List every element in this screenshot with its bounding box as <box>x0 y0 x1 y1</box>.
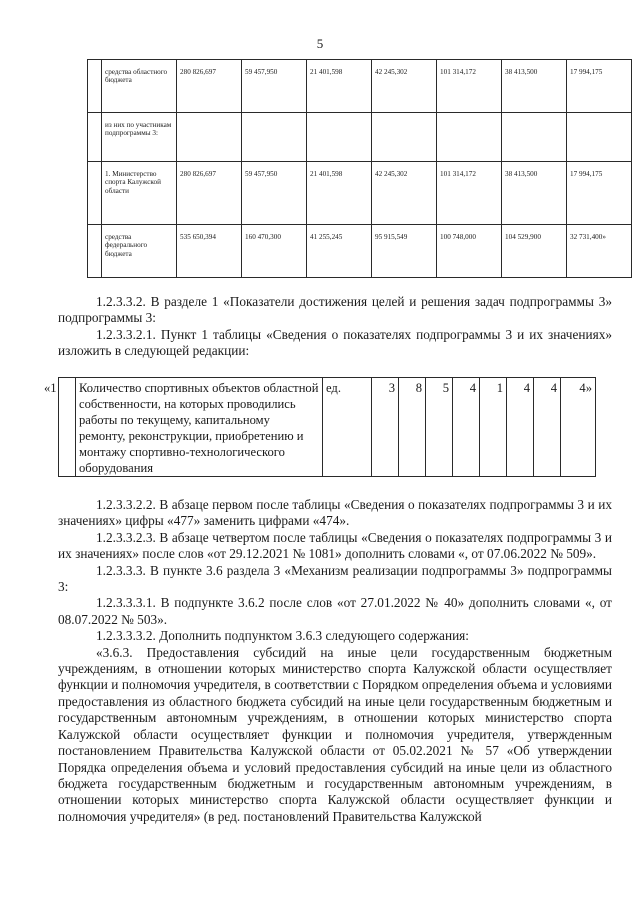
amendment-intro <box>58 294 612 360</box>
value-cell: 17 994,175 <box>567 162 632 225</box>
stub-cell <box>88 225 102 278</box>
paragraph: «3.6.3. Предоставления субсидий на иные цели государственным бюджетным учреждениям, в отношении которых министерство спорта Калужской области осуществляет функции и полномочия учредителя, в соответствии с Порядком определения объема и условиями предоставления из областного бюджета субсидий на иные цели государственным бюджетным и государственным автономным учреждениям, в отношении которых министерство спорта Калужской области осуществляет функции и полномочия учредителя, утвержденным постановлением Правительства Калужской области от 05.02.2021 № 57 «Об утверждении Порядка определения объема и условий предоставления субсидий на иные цели из областного бюджета государственным бюджетным и государственным автономным учреждениям, в отношении которых министерство спорта Калужской области осуществляет функции и полномочия учредителя» (в ред. постановлений Правительства Калужской <box>58 644 612 824</box>
value-cell: 4 <box>453 378 480 477</box>
value-cell: 95 915,549 <box>372 225 437 278</box>
row-label: средства федерального бюджета <box>102 225 177 278</box>
indicator-table <box>58 377 596 477</box>
value-cell: 160 470,300 <box>242 225 307 278</box>
paragraph: 1.2.3.3.2.1. Пункт 1 таблицы «Сведения о показателях подпрограммы 3 и их значениях» изложить в следующей редакции: <box>58 326 612 359</box>
unit-cell: ед. <box>323 378 372 477</box>
value-cell: 280 826,697 <box>177 162 242 225</box>
value-cell <box>437 113 502 162</box>
value-cell: 3 <box>372 378 399 477</box>
table-row <box>88 162 632 225</box>
value-cell: 5 <box>426 378 453 477</box>
value-cell: 4 <box>507 378 534 477</box>
value-cell: 38 413,500 <box>502 60 567 113</box>
value-cell <box>242 113 307 162</box>
value-cell <box>177 113 242 162</box>
value-cell: 42 245,302 <box>372 60 437 113</box>
value-cell: 38 413,500 <box>502 162 567 225</box>
paragraph: 1.2.3.3.2.3. В абзаце четвертом после таблицы «Сведения о показателях подпрограммы 3 и их значениях» после слов «от 29.12.2021 № 1081» дополнить словами «, от 07.06.2022 № 509». <box>58 529 612 562</box>
value-cell <box>372 113 437 162</box>
budget-table <box>87 59 632 278</box>
value-cell: 21 401,598 <box>307 60 372 113</box>
value-cell: 59 457,950 <box>242 60 307 113</box>
value-cell: 42 245,302 <box>372 162 437 225</box>
table-row <box>59 378 596 477</box>
value-cell: 32 731,400» <box>567 225 632 278</box>
row-label: средства областного бюджета <box>102 60 177 113</box>
paragraph: 1.2.3.3.3.1. В подпункте 3.6.2 после слов «от 27.01.2022 № 40» дополнить словами «, от 08.07.2022 № 503». <box>58 595 612 627</box>
paragraph: 1.2.3.3.2. В разделе 1 «Показатели достижения целей и решения задач подпрограммы 3» подпрограммы 3: <box>58 294 612 326</box>
value-cell: 21 401,598 <box>307 162 372 225</box>
value-cell: 101 314,172 <box>437 162 502 225</box>
value-cell: 280 826,697 <box>177 60 242 113</box>
value-cell: 535 650,394 <box>177 225 242 278</box>
table-row <box>88 113 632 162</box>
value-cell <box>567 113 632 162</box>
table-row <box>88 225 632 278</box>
value-cell: 59 457,950 <box>242 162 307 225</box>
value-cell: 100 748,000 <box>437 225 502 278</box>
stub-cell <box>88 60 102 113</box>
stub-cell <box>88 162 102 225</box>
table-row <box>88 60 632 113</box>
value-cell: 4 <box>534 378 561 477</box>
paragraph: 1.2.3.3.2.2. В абзаце первом после таблицы «Сведения о показателях подпрограммы 3 и их значениях» цифры «477» заменить цифрами «474». <box>58 497 612 529</box>
row-label: 1. Министерство спорта Калужской области <box>102 162 177 225</box>
value-cell: 104 529,900 <box>502 225 567 278</box>
indicator-name: Количество спортивных объектов областной собственности, на которых проводились работы по текущему, капитальному ремонту, реконструкции, приобретению и монтажу спортивно-технологического оборудования <box>76 378 323 477</box>
value-cell: 101 314,172 <box>437 60 502 113</box>
paragraph: 1.2.3.3.3. В пункте 3.6 раздела 3 «Механизм реализации подпрограммы 3» подпрограммы 3: <box>58 562 612 595</box>
quote-mark: «1 <box>44 381 57 395</box>
value-cell: 17 994,175 <box>567 60 632 113</box>
value-cell: 8 <box>399 378 426 477</box>
row-label: из них по участникам подпрограммы 3: <box>102 113 177 162</box>
value-cell: 1 <box>480 378 507 477</box>
value-cell <box>502 113 567 162</box>
paragraph: 1.2.3.3.3.2. Дополнить подпунктом 3.6.3 следующего содержания: <box>96 628 469 644</box>
page-number: 5 <box>316 36 324 51</box>
amendment-body <box>58 497 612 825</box>
stub-cell <box>88 113 102 162</box>
value-cell <box>307 113 372 162</box>
value-cell: 4» <box>561 378 596 477</box>
row-number-cell <box>59 378 76 477</box>
value-cell: 41 255,245 <box>307 225 372 278</box>
